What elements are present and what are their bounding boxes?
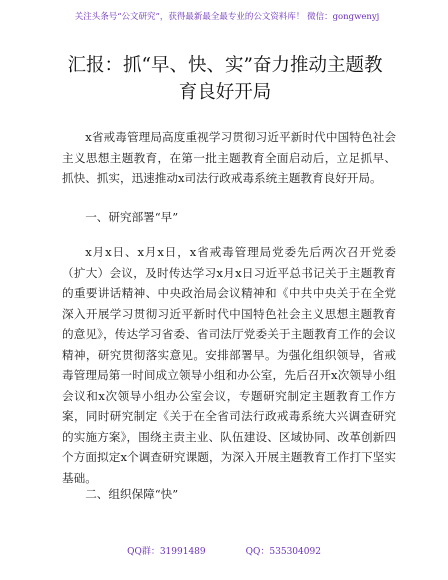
section-heading-1: 一、研究部署“早” [85, 210, 179, 224]
footer-qq-group: QQ群：31991489 [127, 547, 206, 557]
footer [0, 544, 448, 557]
section-heading-2: 二、组织保障“快” [85, 487, 179, 501]
paragraph-intro: x省戒毒管理局高度重视学习贯彻习近平新时代中国特色社会主义思想主题教育，在第一批主题教育全面启动后，立足抓早、抓快、抓实，迅速推动x司法行政戒毒系统主题教育良好开局。 [62, 130, 396, 185]
header-note: 关注头条号“公文研究”，获得最新最全最专业的公文资料库！ 微信：gongwenyj [74, 12, 380, 22]
document-title: 汇报：抓“早、快、实”奋力推动主题教育良好开局 [67, 55, 383, 103]
footer-qq: QQ：535304092 [245, 547, 321, 557]
paragraph-section-1: x月x日、x月x日，x省戒毒管理局党委先后两次召开党委（扩大）会议，及时传达学习x月x日习近平总书记关于主题教育的重要讲话精神、中央政治局会议精神和《中共中央关于在全党深入开展学习贯彻习近平新时代中国特色社会主义思想主题教育的意见》，传达学习省委、省司法厅党委关于主题教育工作的会议精神，研究贯彻落实意见。安排部署早。为强化组织领导，省戒毒管理局第一时间成立领导小组和办公室，先后召开x次领导小组会议和x次领导小组办公室会议，专题研究制定主题教育工作方案，同时研究制定《关于在全省司法行政戒毒系统大兴调查研究的实施方案》，围绕主责主业、队伍建设、区域协同、改革创新四个方面拟定x个调查研究课题，为深入开展主题教育工作打下坚实基础。 [62, 245, 396, 485]
